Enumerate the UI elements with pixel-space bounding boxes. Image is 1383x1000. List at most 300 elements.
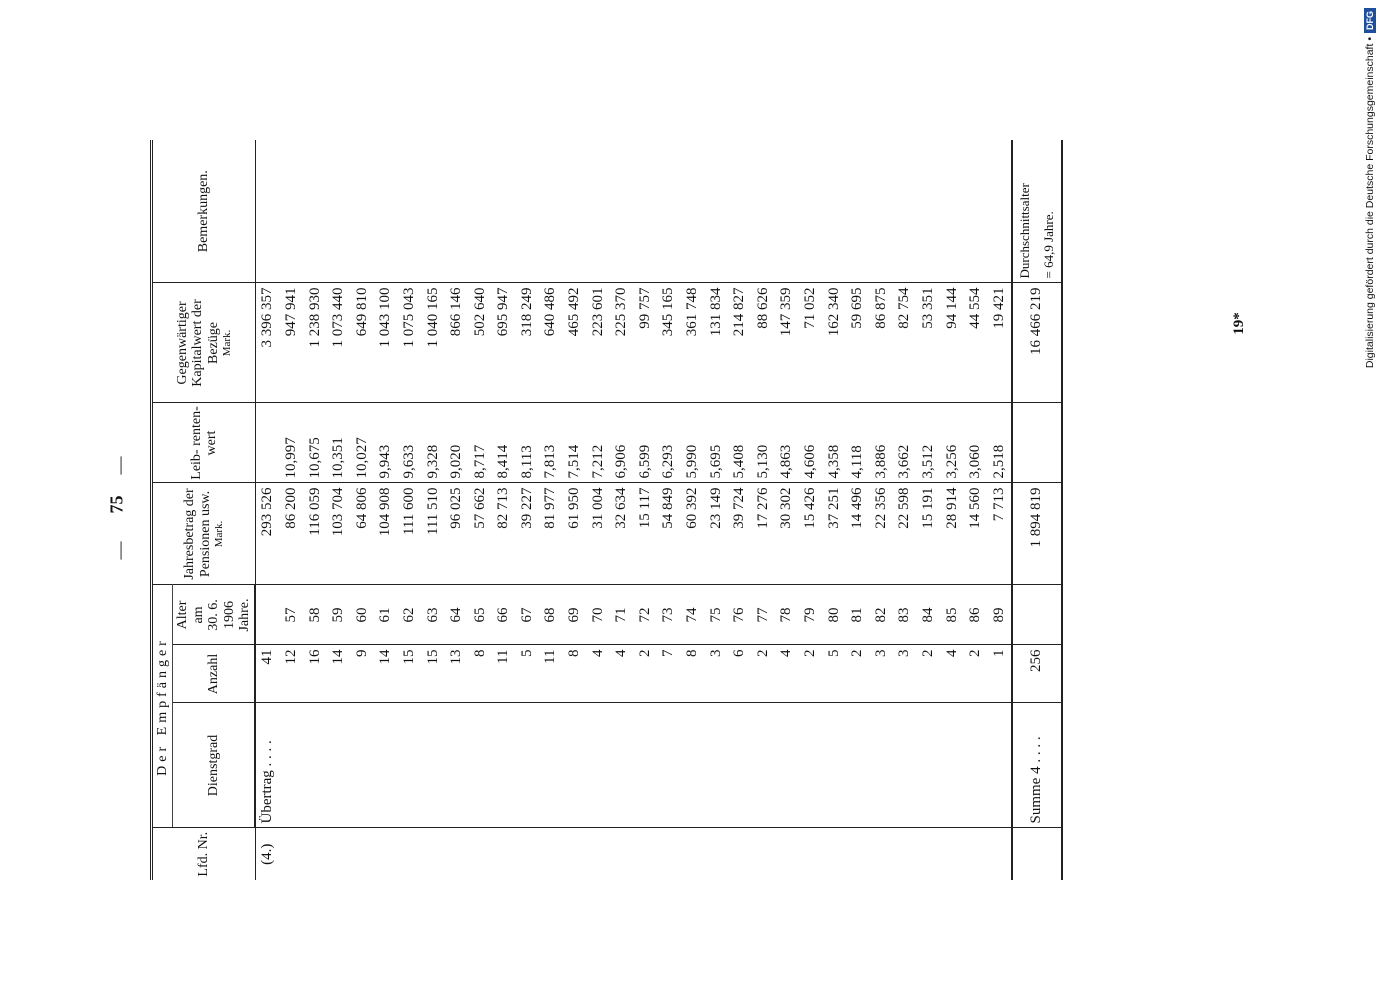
cell-lfd-nr <box>705 828 729 880</box>
cell-leibrente: 4,863 <box>775 403 799 483</box>
cell-kapitalwert: 44 554 <box>964 283 988 403</box>
cell-dienstgrad <box>941 703 965 828</box>
table-row <box>728 140 752 880</box>
cell-jahresbetrag: 81 977 <box>539 483 563 585</box>
cell-dienstgrad <box>610 703 634 828</box>
cell-bemerkung <box>634 140 658 283</box>
cell-alter: 77 <box>752 585 776 645</box>
cell-bemerkung <box>775 140 799 283</box>
cell-jahresbetrag: 14 560 <box>964 483 988 585</box>
cell-kapitalwert: 947 941 <box>280 283 304 403</box>
cell-dienstgrad <box>775 703 799 828</box>
cell-kapitalwert: 1 238 930 <box>304 283 328 403</box>
cell-alter: 66 <box>492 585 516 645</box>
cell-jahresbetrag: 86 200 <box>280 483 304 585</box>
table-row <box>705 140 729 880</box>
cell-bemerkung <box>280 140 304 283</box>
cell-alter: 81 <box>846 585 870 645</box>
table-row <box>870 140 894 880</box>
col-header-lfd-nr: Lfd. Nr. <box>152 828 255 880</box>
cell-bemerkung <box>492 140 516 283</box>
cell-kapitalwert: 318 249 <box>516 283 540 403</box>
table-row <box>752 140 776 880</box>
cell-kapitalwert: 1 040 165 <box>422 283 446 403</box>
cell-kapitalwert: 225 370 <box>610 283 634 403</box>
cell-dienstgrad-summe: Summe 4 . . . . <box>1012 703 1060 828</box>
cell-jahresbetrag: 293 526 <box>256 483 280 585</box>
cell-lfd-nr <box>374 828 398 880</box>
cell-alter: 68 <box>539 585 563 645</box>
cell-bemerkung <box>610 140 634 283</box>
cell-kapitalwert: 131 834 <box>705 283 729 403</box>
table-row <box>422 140 446 880</box>
col-header-kapitalwert <box>152 283 255 403</box>
cell-anzahl: 12 <box>280 645 304 703</box>
table-row <box>799 140 823 880</box>
cell-lfd-nr <box>728 828 752 880</box>
cell-lfd-nr <box>304 828 328 880</box>
cell-anzahl: 15 <box>398 645 422 703</box>
cell-kapitalwert: 59 695 <box>846 283 870 403</box>
cell-bemerkung <box>304 140 328 283</box>
cell-alter: 85 <box>941 585 965 645</box>
cell-dienstgrad <box>705 703 729 828</box>
table-row <box>304 140 328 880</box>
cell-bemerkung <box>681 140 705 283</box>
cell-alter: 58 <box>304 585 328 645</box>
cell-jahresbetrag: 104 908 <box>374 483 398 585</box>
cell-anzahl: 2 <box>799 645 823 703</box>
cell-bemerkung <box>445 140 469 283</box>
cell-anzahl: 8 <box>563 645 587 703</box>
cell-leibrente: 7,813 <box>539 403 563 483</box>
cell-kapitalwert: 86 875 <box>870 283 894 403</box>
cell-lfd-nr <box>893 828 917 880</box>
table-row <box>563 140 587 880</box>
cell-alter: 67 <box>516 585 540 645</box>
cell-anzahl: 2 <box>752 645 776 703</box>
cell-alter: 73 <box>657 585 681 645</box>
cell-lfd-nr <box>657 828 681 880</box>
cell-leibrente: 8,717 <box>469 403 493 483</box>
cell-leibrente: 3,662 <box>893 403 917 483</box>
cell-kapitalwert-summe: 16 466 219 <box>1012 283 1060 403</box>
cell-anzahl: 3 <box>893 645 917 703</box>
cell-leibrente: 3,256 <box>941 403 965 483</box>
cell-alter: 61 <box>374 585 398 645</box>
col-header-alter <box>173 585 255 645</box>
cell-lfd-nr <box>398 828 422 880</box>
cell-dienstgrad <box>870 703 894 828</box>
cell-lfd-nr <box>422 828 446 880</box>
table-row <box>917 140 941 880</box>
cell-dienstgrad <box>327 703 351 828</box>
cell-anzahl: 11 <box>539 645 563 703</box>
rotated-page-content <box>150 140 1235 880</box>
cell-lfd-nr <box>634 828 658 880</box>
cell-alter: 70 <box>587 585 611 645</box>
kapitalwert-unit: Mark. <box>220 329 233 357</box>
cell-kapitalwert: 162 340 <box>823 283 847 403</box>
cell-jahresbetrag: 30 302 <box>775 483 799 585</box>
table-body <box>256 140 1013 880</box>
cell-dienstgrad <box>988 703 1013 828</box>
cell-kapitalwert: 3 396 357 <box>256 283 280 403</box>
dfg-logo: DFG <box>1364 8 1376 33</box>
cell-lfd-nr <box>280 828 304 880</box>
cell-kapitalwert: 640 486 <box>539 283 563 403</box>
cell-kapitalwert: 19 421 <box>988 283 1013 403</box>
cell-alter: 86 <box>964 585 988 645</box>
cell-dienstgrad <box>964 703 988 828</box>
kapitalwert-label: Gegenwärtiger Kapitalwert der Bezüge <box>174 299 221 387</box>
cell-bemerkung <box>256 140 280 283</box>
cell-anzahl-summe: 256 <box>1012 645 1060 703</box>
table-row <box>893 140 917 880</box>
cell-jahresbetrag-summe: 1 894 819 <box>1012 483 1060 585</box>
alter-label-2: am <box>190 606 206 624</box>
cell-dienstgrad <box>539 703 563 828</box>
cell-lfd-nr <box>351 828 375 880</box>
cell-leibrente: 4,358 <box>823 403 847 483</box>
cell-lfd-nr <box>681 828 705 880</box>
cell-kapitalwert: 1 073 440 <box>327 283 351 403</box>
cell-leibrente: 5,990 <box>681 403 705 483</box>
cell-alter: 69 <box>563 585 587 645</box>
cell-kapitalwert: 345 165 <box>657 283 681 403</box>
cell-bemerkung <box>752 140 776 283</box>
cell-dienstgrad <box>563 703 587 828</box>
cell-bemerkung <box>705 140 729 283</box>
cell-dienstgrad <box>728 703 752 828</box>
cell-jahresbetrag: 15 117 <box>634 483 658 585</box>
cell-jahresbetrag: 64 806 <box>351 483 375 585</box>
cell-alter: 65 <box>469 585 493 645</box>
cell-anzahl: 7 <box>657 645 681 703</box>
cell-jahresbetrag: 15 191 <box>917 483 941 585</box>
cell-jahresbetrag: 116 059 <box>304 483 328 585</box>
cell-leibrente: 8,414 <box>492 403 516 483</box>
cell-bemerkung <box>422 140 446 283</box>
cell-kapitalwert: 361 748 <box>681 283 705 403</box>
page-number-dash-right: — <box>109 456 130 475</box>
cell-kapitalwert: 82 754 <box>893 283 917 403</box>
cell-kapitalwert: 99 757 <box>634 283 658 403</box>
table-row <box>492 140 516 880</box>
cell-bemerkung <box>870 140 894 283</box>
cell-leibrente: 10,675 <box>304 403 328 483</box>
table-row <box>775 140 799 880</box>
cell-leibrente: 4,118 <box>846 403 870 483</box>
cell-jahresbetrag: 39 227 <box>516 483 540 585</box>
cell-leibrente: 10,351 <box>327 403 351 483</box>
table-row <box>941 140 965 880</box>
cell-kapitalwert: 1 075 043 <box>398 283 422 403</box>
cell-alter: 82 <box>870 585 894 645</box>
cell-jahresbetrag: 54 849 <box>657 483 681 585</box>
cell-kapitalwert: 695 947 <box>492 283 516 403</box>
cell-anzahl: 3 <box>705 645 729 703</box>
cell-lfd-nr <box>516 828 540 880</box>
cell-lfd-nr <box>870 828 894 880</box>
alter-unit: Jahre. <box>236 598 252 632</box>
cell-leibrente: 6,906 <box>610 403 634 483</box>
cell-bemerkung <box>893 140 917 283</box>
cell-dienstgrad <box>445 703 469 828</box>
cell-bemerkung <box>988 140 1013 283</box>
cell-bemerkung <box>941 140 965 283</box>
cell-kapitalwert: 71 052 <box>799 283 823 403</box>
cell-bemerkung <box>469 140 493 283</box>
cell-lfd-nr <box>445 828 469 880</box>
cell-lfd-nr <box>775 828 799 880</box>
cell-kapitalwert: 88 626 <box>752 283 776 403</box>
cell-anzahl: 15 <box>422 645 446 703</box>
table-row <box>988 140 1013 880</box>
pension-table <box>150 140 1063 880</box>
cell-leibrente: 9,943 <box>374 403 398 483</box>
cell-lfd-nr <box>492 828 516 880</box>
cell-dienstgrad <box>516 703 540 828</box>
cell-jahresbetrag: 31 004 <box>587 483 611 585</box>
cell-dienstgrad <box>280 703 304 828</box>
cell-anzahl: 41 <box>256 645 280 703</box>
cell-alter: 62 <box>398 585 422 645</box>
alter-label-1: Alter <box>175 600 191 630</box>
jahresbetrag-label: Jahresbetrag der Pensionen usw. <box>182 488 213 580</box>
cell-anzahl: 6 <box>728 645 752 703</box>
cell-anzahl: 16 <box>304 645 328 703</box>
cell-dienstgrad: Übertrag . . . . <box>256 703 280 828</box>
cell-dienstgrad <box>422 703 446 828</box>
cell-anzahl: 4 <box>941 645 965 703</box>
cell-dienstgrad <box>846 703 870 828</box>
cell-anzahl: 13 <box>445 645 469 703</box>
cell-alter: 76 <box>728 585 752 645</box>
cell-leibrente: 10,027 <box>351 403 375 483</box>
cell-kapitalwert: 465 492 <box>563 283 587 403</box>
cell-kapitalwert: 649 810 <box>351 283 375 403</box>
cell-dienstgrad <box>374 703 398 828</box>
cell-bemerkung <box>799 140 823 283</box>
cell-anzahl: 5 <box>516 645 540 703</box>
cell-dienstgrad <box>304 703 328 828</box>
col-header-anzahl: Anzahl <box>173 645 255 703</box>
table-bottom-rule <box>1061 140 1062 880</box>
cell-bemerkung <box>846 140 870 283</box>
cell-jahresbetrag: 111 600 <box>398 483 422 585</box>
table-row <box>657 140 681 880</box>
cell-leibrente: 9,328 <box>422 403 446 483</box>
cell-lfd-nr <box>964 828 988 880</box>
table-row <box>634 140 658 880</box>
cell-jahresbetrag: 32 634 <box>610 483 634 585</box>
cell-lfd-nr <box>469 828 493 880</box>
cell-kapitalwert: 1 043 100 <box>374 283 398 403</box>
cell-alter: 80 <box>823 585 847 645</box>
cell-anzahl: 4 <box>587 645 611 703</box>
cell-lfd-nr <box>917 828 941 880</box>
cell-kapitalwert: 502 640 <box>469 283 493 403</box>
cell-jahresbetrag: 111 510 <box>422 483 446 585</box>
cell-leibrente: 3,060 <box>964 403 988 483</box>
cell-alter: 83 <box>893 585 917 645</box>
cell-leibrente: 7,212 <box>587 403 611 483</box>
cell-anzahl: 3 <box>870 645 894 703</box>
cell-alter: 75 <box>705 585 729 645</box>
cell-anzahl: 1 <box>988 645 1013 703</box>
header-row-1 <box>152 140 173 880</box>
cell-kapitalwert: 147 359 <box>775 283 799 403</box>
cell-alter: 64 <box>445 585 469 645</box>
cell-alter: 84 <box>917 585 941 645</box>
cell-leibrente: 3,512 <box>917 403 941 483</box>
table-row <box>681 140 705 880</box>
cell-bemerkung <box>657 140 681 283</box>
cell-dienstgrad <box>752 703 776 828</box>
table-row <box>469 140 493 880</box>
cell-alter <box>256 585 280 645</box>
cell-bemerkung <box>351 140 375 283</box>
cell-lfd-nr <box>563 828 587 880</box>
cell-bemerkung <box>917 140 941 283</box>
cell-jahresbetrag: 7 713 <box>988 483 1013 585</box>
cell-leibrente: 5,408 <box>728 403 752 483</box>
cell-lfd-nr <box>610 828 634 880</box>
table-row <box>610 140 634 880</box>
cell-anzahl: 2 <box>634 645 658 703</box>
cell-dienstgrad <box>893 703 917 828</box>
cell-alter: 89 <box>988 585 1013 645</box>
durchschnittsalter-label: Durchschnittsalter <box>1017 183 1033 279</box>
cell-dienstgrad <box>469 703 493 828</box>
cell-kapitalwert: 94 144 <box>941 283 965 403</box>
cell-leibrente <box>1012 403 1060 483</box>
cell-kapitalwert: 866 146 <box>445 283 469 403</box>
cell-anzahl: 5 <box>823 645 847 703</box>
cell-anzahl: 2 <box>917 645 941 703</box>
cell-leibrente: 9,633 <box>398 403 422 483</box>
table-row <box>846 140 870 880</box>
table-row <box>398 140 422 880</box>
cell-lfd-nr <box>988 828 1013 880</box>
cell-alter: 72 <box>634 585 658 645</box>
col-header-bemerkungen: Bemerkungen. <box>196 170 212 253</box>
cell-dienstgrad <box>587 703 611 828</box>
cell-dienstgrad <box>398 703 422 828</box>
cell-leibrente: 9,020 <box>445 403 469 483</box>
digitization-credit <box>1358 8 1382 398</box>
jahresbetrag-unit: Mark. <box>213 520 226 548</box>
cell-bemerkung <box>823 140 847 283</box>
table-row <box>823 140 847 880</box>
cell-leibrente: 2,518 <box>988 403 1013 483</box>
cell-bemerkung <box>374 140 398 283</box>
table-row <box>964 140 988 880</box>
table-row-summe <box>1012 140 1060 880</box>
cell-bemerkung <box>563 140 587 283</box>
table-row <box>351 140 375 880</box>
table-row <box>587 140 611 880</box>
cell-lfd-nr <box>327 828 351 880</box>
cell-bemerkung <box>398 140 422 283</box>
durchschnittsalter-value: = 64,9 Jahre. <box>1040 211 1056 279</box>
cell-alter: 59 <box>327 585 351 645</box>
cell-jahresbetrag: 17 276 <box>752 483 776 585</box>
cell-lfd-nr <box>799 828 823 880</box>
cell-bemerkung <box>964 140 988 283</box>
cell-leibrente: 3,886 <box>870 403 894 483</box>
cell-bemerkung <box>587 140 611 283</box>
cell-alter: 57 <box>280 585 304 645</box>
table-row <box>539 140 563 880</box>
cell-jahresbetrag: 37 251 <box>823 483 847 585</box>
cell-jahresbetrag: 103 704 <box>327 483 351 585</box>
cell-leibrente: 4,606 <box>799 403 823 483</box>
cell-lfd-nr <box>587 828 611 880</box>
cell-dienstgrad <box>657 703 681 828</box>
cell-bemerkung-summe <box>1012 140 1060 283</box>
table-row <box>327 140 351 880</box>
cell-anzahl: 14 <box>374 645 398 703</box>
cell-dienstgrad <box>681 703 705 828</box>
cell-bemerkung <box>728 140 752 283</box>
cell-leibrente: 5,130 <box>752 403 776 483</box>
cell-kapitalwert: 223 601 <box>587 283 611 403</box>
cell-leibrente <box>256 403 280 483</box>
cell-dienstgrad <box>823 703 847 828</box>
cell-anzahl: 2 <box>846 645 870 703</box>
cell-lfd-nr <box>539 828 563 880</box>
cell-leibrente: 10,997 <box>280 403 304 483</box>
alter-label-3: 30. 6. 1906 <box>206 599 237 631</box>
cell-jahresbetrag: 61 950 <box>563 483 587 585</box>
cell-jahresbetrag: 22 598 <box>893 483 917 585</box>
cell-lfd-nr: (4.) <box>256 828 280 880</box>
cell-jahresbetrag: 57 662 <box>469 483 493 585</box>
cell-anzahl: 11 <box>492 645 516 703</box>
cell-lfd-nr <box>846 828 870 880</box>
cell-dienstgrad <box>351 703 375 828</box>
cell-bemerkung <box>516 140 540 283</box>
cell-anzahl: 8 <box>681 645 705 703</box>
cell-dienstgrad <box>634 703 658 828</box>
cell-leibrente: 6,293 <box>657 403 681 483</box>
page-number: 75 <box>106 495 127 514</box>
cell-anzahl: 4 <box>610 645 634 703</box>
cell-dienstgrad <box>492 703 516 828</box>
cell-alter <box>1012 585 1060 645</box>
cell-anzahl: 4 <box>775 645 799 703</box>
cell-lfd-nr <box>941 828 965 880</box>
cell-dienstgrad <box>799 703 823 828</box>
table-row <box>374 140 398 880</box>
cell-anzahl: 8 <box>469 645 493 703</box>
table-row <box>280 140 304 880</box>
cell-alter: 60 <box>351 585 375 645</box>
cell-alter: 74 <box>681 585 705 645</box>
cell-lfd-nr <box>823 828 847 880</box>
cell-leibrente: 7,514 <box>563 403 587 483</box>
cell-jahresbetrag: 14 496 <box>846 483 870 585</box>
cell-jahresbetrag: 82 713 <box>492 483 516 585</box>
col-header-jahresbetrag <box>152 483 255 585</box>
cell-alter: 79 <box>799 585 823 645</box>
cell-lfd-nr <box>752 828 776 880</box>
cell-jahresbetrag: 60 392 <box>681 483 705 585</box>
table-row <box>445 140 469 880</box>
cell-alter: 71 <box>610 585 634 645</box>
